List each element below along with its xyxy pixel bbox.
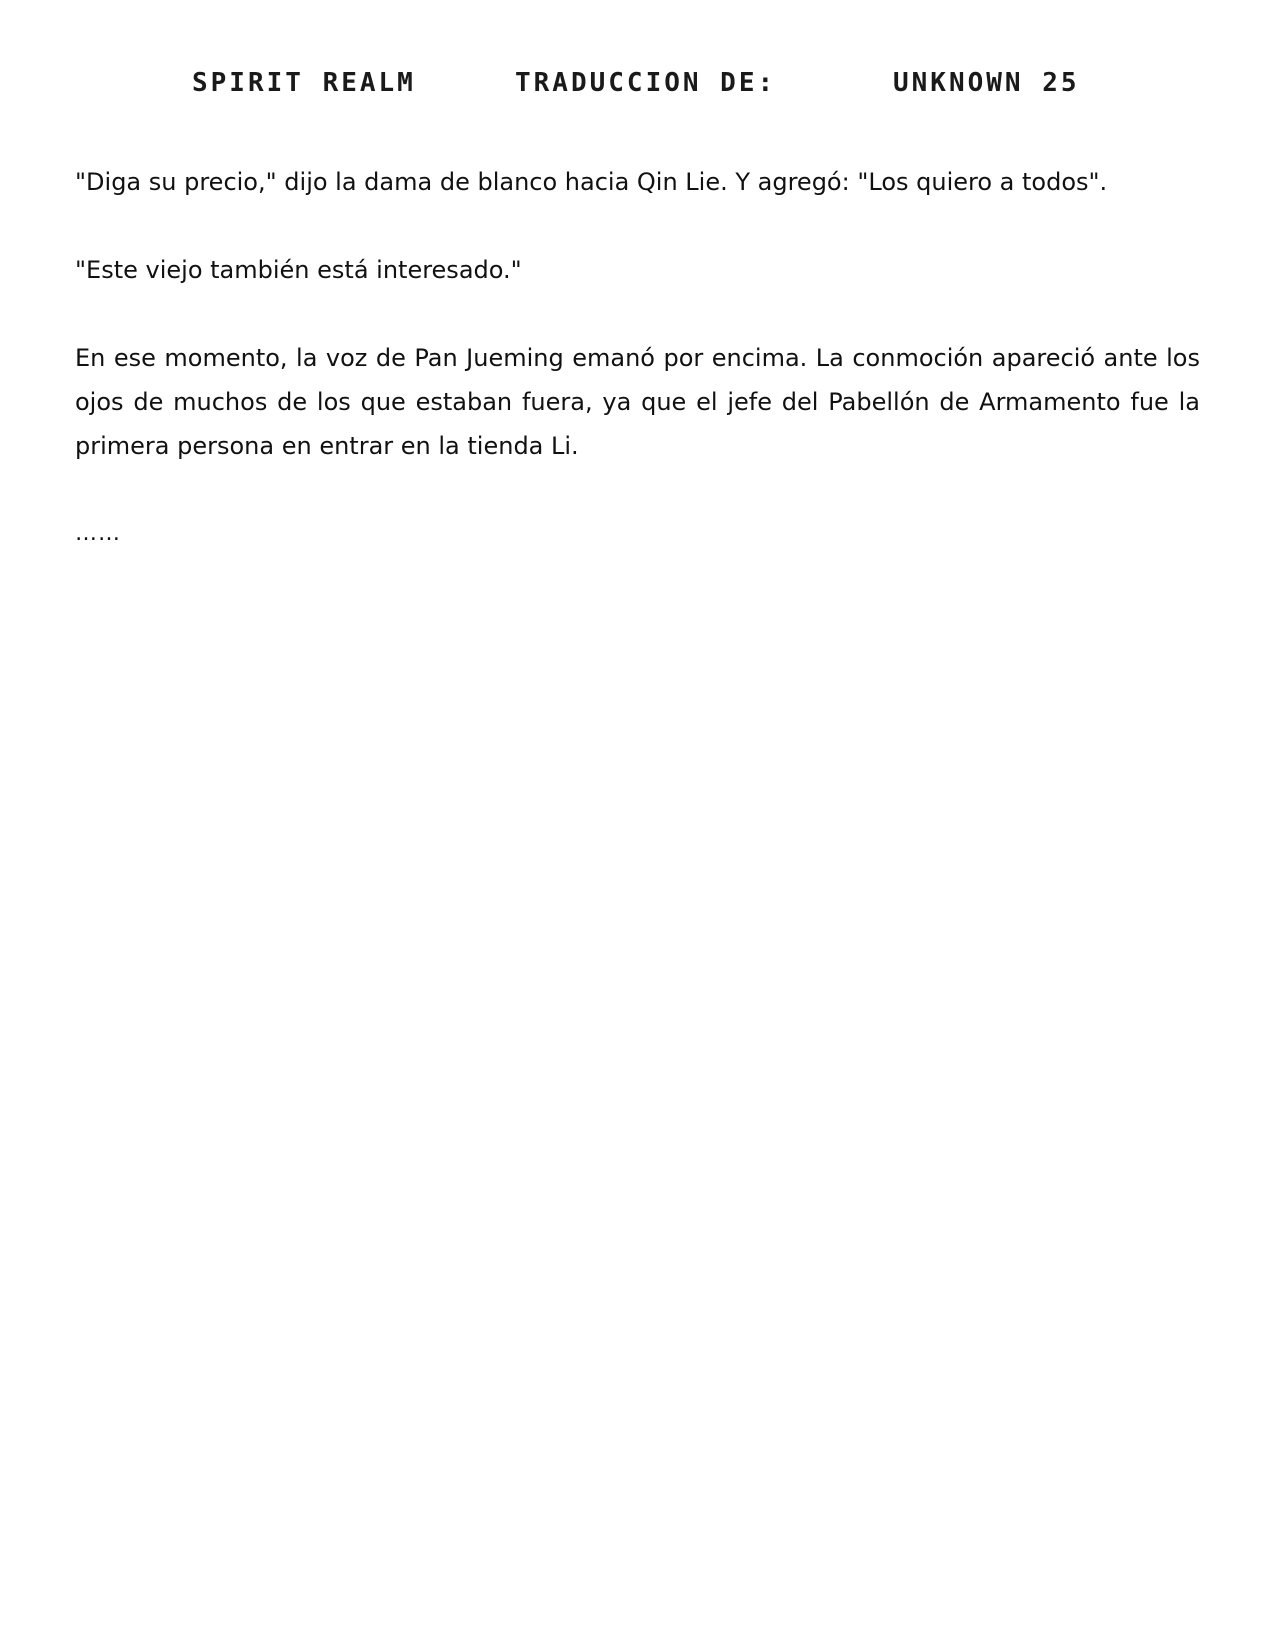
ellipsis-separator: ……: [75, 521, 121, 546]
document-body: [75, 160, 1200, 600]
paragraph-2: "Este viejo también está interesado.": [75, 256, 522, 284]
page-header: [0, 68, 1275, 108]
header-translation-label: TRADUCCION DE:: [515, 68, 777, 98]
paragraph-3: En ese momento, la voz de Pan Jueming emanó por encima. La conmoción apareció ante los ojos de muchos de los que estaban fuera, ya que el jefe del Pabellón de Armamento fue la primera persona en entrar en la tienda Li.: [75, 344, 1200, 460]
header-translator-name: UNKNOWN 25: [893, 68, 1080, 98]
header-series-title: SPIRIT REALM: [192, 68, 416, 98]
paragraph-1: "Diga su precio," dijo la dama de blanco hacia Qin Lie. Y agregó: "Los quiero a todos".: [75, 168, 1108, 196]
